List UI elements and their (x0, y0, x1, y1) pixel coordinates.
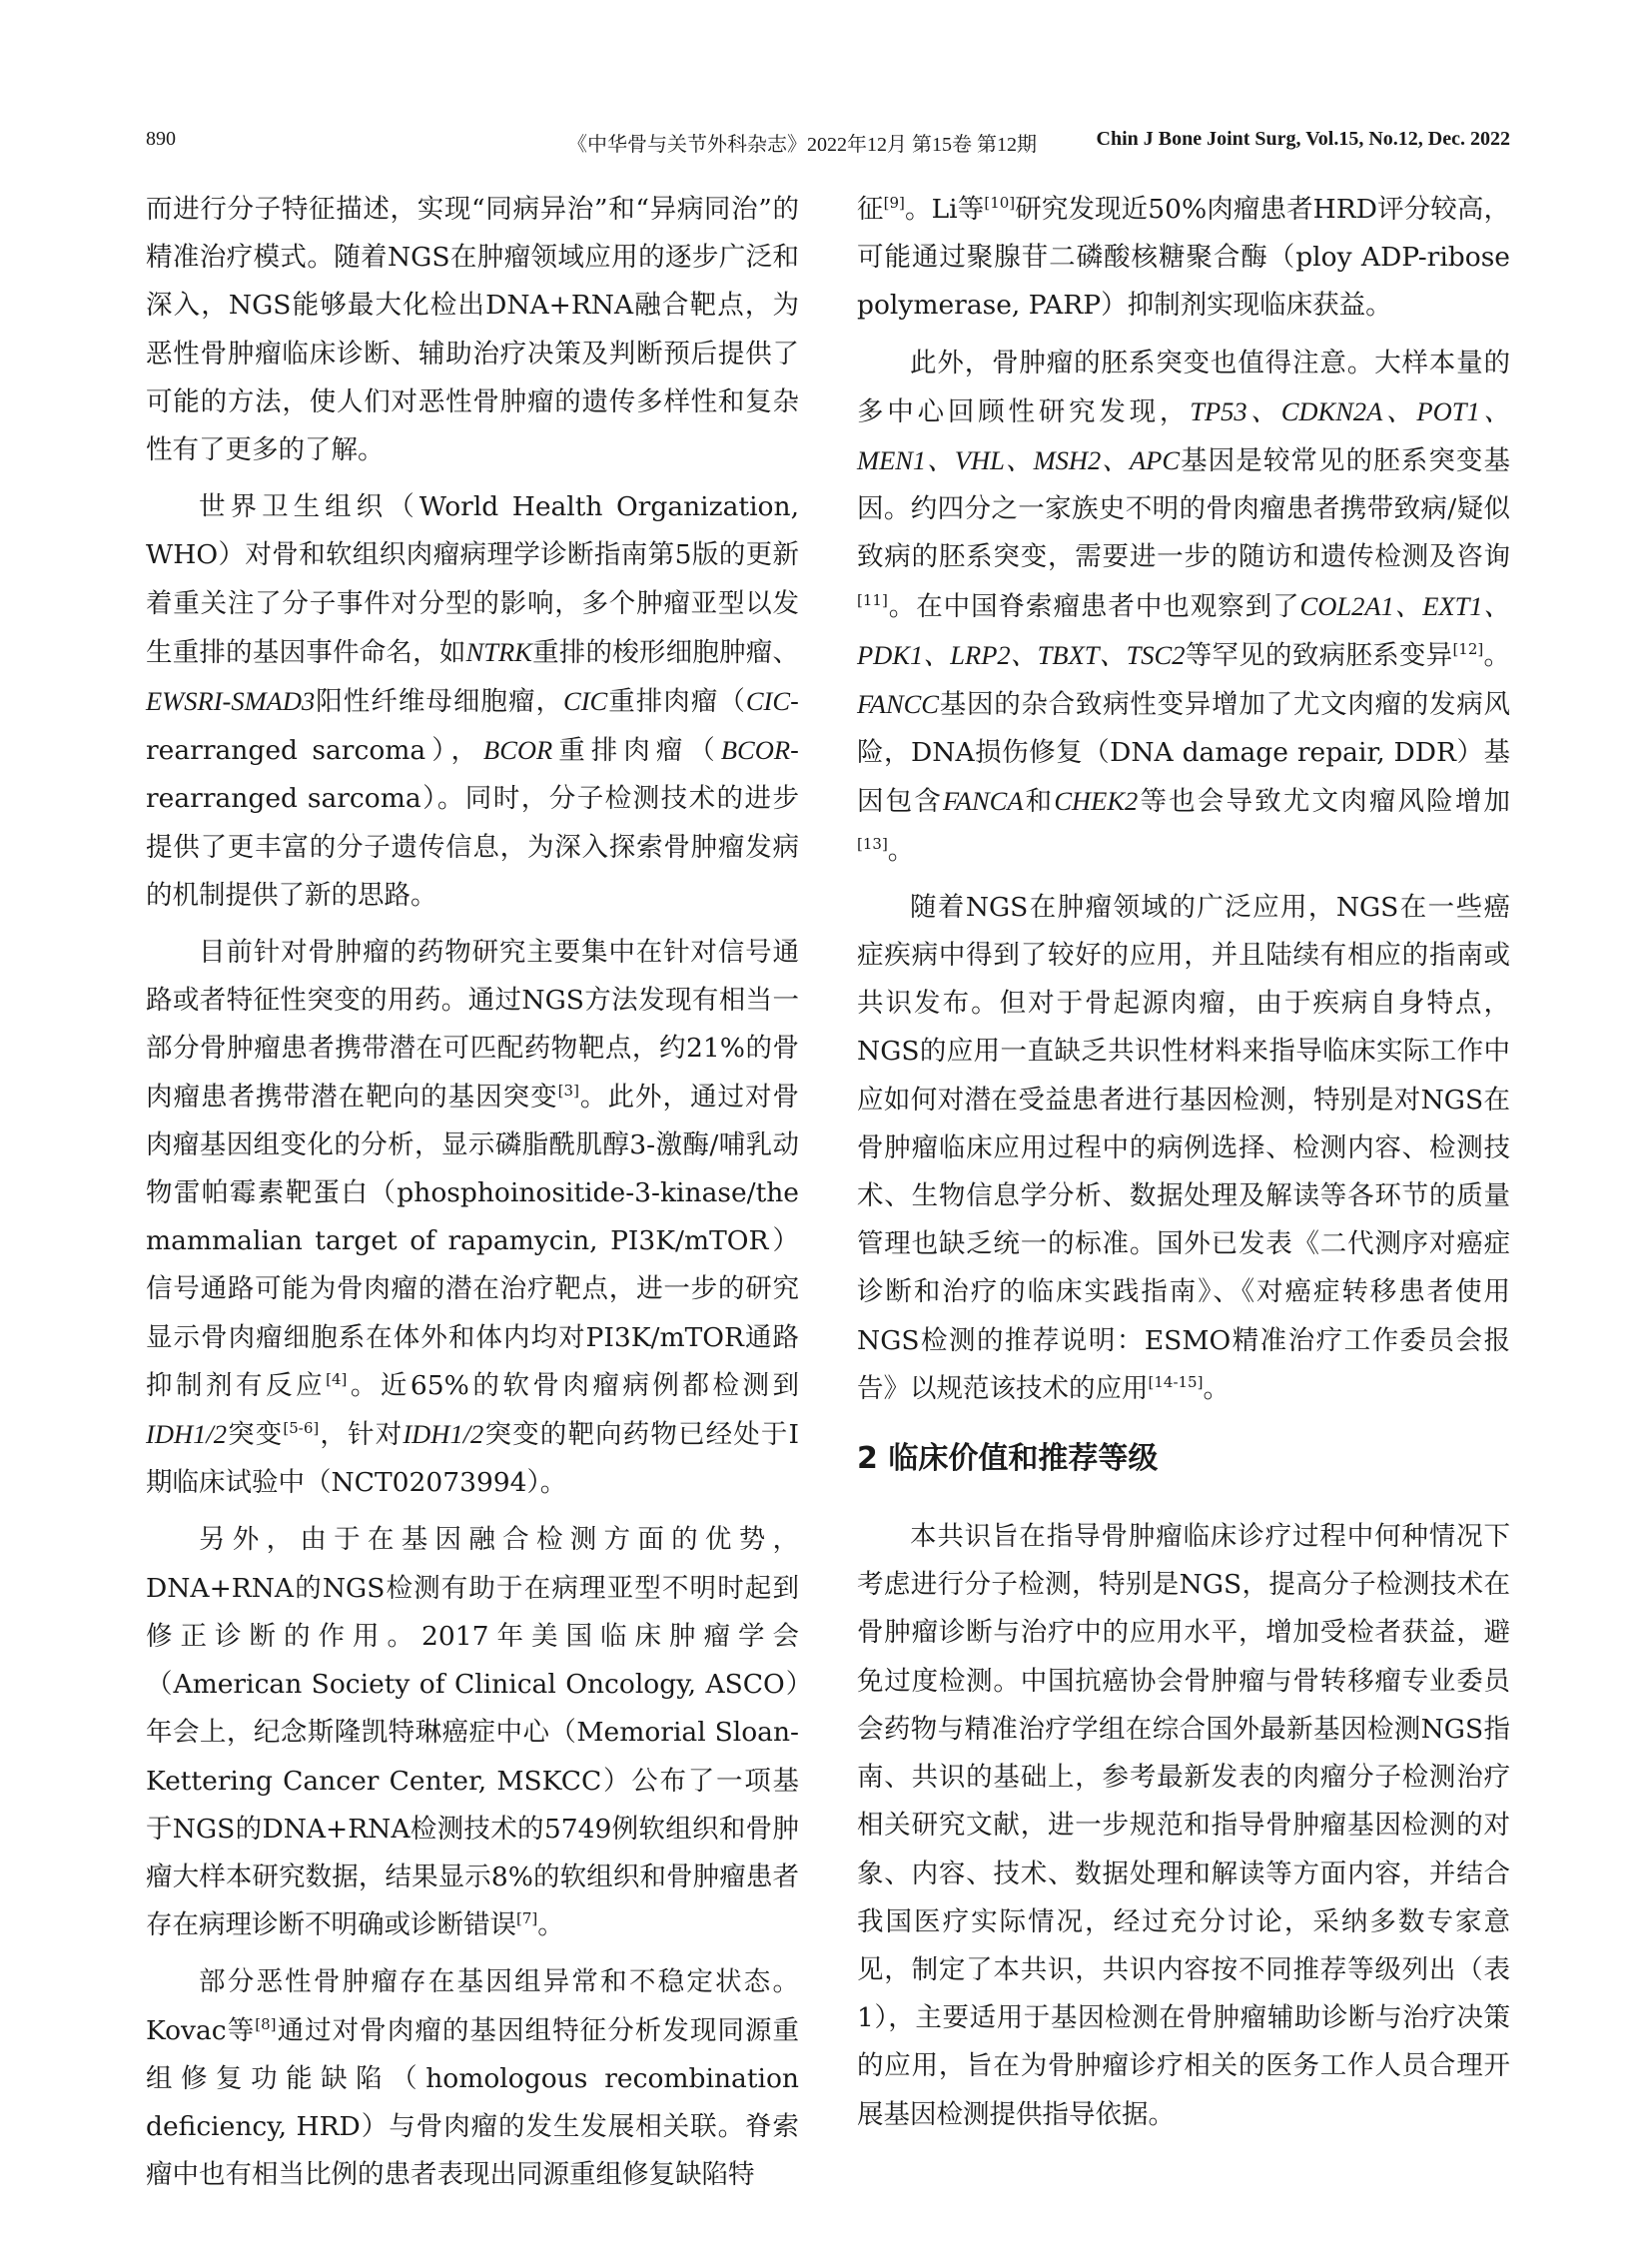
journal-title-cn: 《中华骨与关节外科杂志》2022年12月 第15卷 第12期 (567, 134, 1037, 156)
citation: [13] (857, 834, 888, 853)
paragraph-consensus-purpose: 本共识旨在指导骨肿瘤临床诊疗过程中何种情况下考虑进行分子检测，特别是NGS，提高分子检测技术在骨肿瘤诊断与治疗中的应用水平，增加受检者获益，避免过度检测。中国抗癌协会骨肿瘤与骨转移瘤专业委员会药物与精准治疗学组在综合国外最新基因检测NGS指南、共识的基础上，参考最新发表的肉瘤分子检测治疗相关研究文献，进一步规范和指导骨肿瘤基因检测的对象、内容、技术、数据处理和解读等方面内容，并结合我国医疗实际情况，经过充分讨论，采纳多数专家意见，制定了本共识，共识内容按不同推荐等级列出（表1），主要适用于基因检测在骨肿瘤辅助诊断与治疗决策的应用，旨在为骨肿瘤诊疗相关的医务工作人员合理开展基因检测提供指导依据。 (857, 1521, 1510, 2130)
paragraph-who-classification: 世界卫生组织（World Health Organization, WHO）对骨和软组织肉瘤病理学诊断指南第5版的更新着重关注了分子事件对分型的影响，多个肿瘤亚型以发生重排的基因事件命名，如NTRK重排的梭形细胞肿瘤、EWSRI-SMAD3阳性纤维母细胞瘤，CIC重排肉瘤（CIC-rearranged sarcoma），BCOR重排肉瘤（BCOR-rearranged sarcoma）。同时，分子检测技术的进步提供了更丰富的分子遗传信息，为深入探索骨肿瘤发病的机制提供了新的思路。 (146, 491, 800, 911)
paragraph-drug-research: 目前针对骨肿瘤的药物研究主要集中在针对信号通路或者特征性突变的用药。通过NGS方法发现有相当一部分骨肿瘤患者携带潜在可匹配药物靶点，约21%的骨肉瘤患者携带潜在靶向的基因突变[3]。此外，通过对骨肉瘤基因组变化的分析，显示磷脂酰肌醇3-激酶/哺乳动物雷帕霉素靶蛋白（phosphoinositide-3-kinase/the mammalian target of rapamycin, PI3K/mTOR）信号通路可能为骨肉瘤的潜在治疗靶点，进一步的研究显示骨肉瘤细胞系在体外和体内均对PI3K/mTOR通路抑制剂有反应[4]。近65%的软骨肉瘤病例都检测到IDH1/2突变[5-6]，针对IDH1/2突变的靶向药物已经处于Ⅰ期临床试验中（NCT02073994）。 (146, 937, 800, 1499)
paragraph-continued: 而进行分子特征描述，实现“同病异治”和“异病同治”的精准治疗模式。随着NGS在肿瘤领域应用的逐步广泛和深入，NGS能够最大化检出DNA+RNA融合靶点，为恶性骨肿瘤临床诊断、辅助治疗决策及判断预后提供了可能的方法，使人们对恶性骨肿瘤的遗传多样性和复杂性有了更多的了解。 (146, 194, 799, 466)
citation: [5-6] (283, 1419, 320, 1438)
citation: [12] (1452, 640, 1484, 658)
paragraph-genome-instability: 部分恶性骨肿瘤存在基因组异常和不稳定状态。Kovac等[8]通过对骨肉瘤的基因组特征分析发现同源重组修复功能缺陷（homologous recombination deficiency, HRD）与骨肉瘤的发生发展相关联。脊索瘤中也有相当比例的患者表现出同源重组修复缺陷特 (146, 1966, 800, 2191)
journal-title-en: Chin J Bone Joint Surg, Vol.15, No.12, Dec. 2022 (1096, 128, 1510, 150)
citation: [14-15] (1148, 1373, 1204, 1392)
paragraph-ngs-guidelines: 随着NGS在肿瘤领域的广泛应用，NGS在一些癌症疾病中得到了较好的应用，并且陆续有相应的指南或共识发布。但对于骨起源肉瘤，由于疾病自身特点，NGS的应用一直缺乏共识性材料来指导临床实际工作中应如何对潜在受益患者进行基因检测，特别是对NGS在骨肿瘤临床应用过程中的病例选择、检测内容、检测技术、生物信息学分析、数据处理及解读等各环节的质量管理也缺乏统一的标准。国外已发表《二代测序对癌症诊断和治疗的临床实践指南》、《对癌症转移患者使用NGS检测的推荐说明：ESMO精准治疗工作委员会报告》以规范该技术的应用[14-15]。 (857, 891, 1510, 1404)
citation: [4] (326, 1370, 348, 1389)
paragraph-fusion-detection: 另外，由于在基因融合检测方面的优势，DNA+RNA的NGS检测有助于在病理亚型不明时起到修正诊断的作用。2017年美国临床肿瘤学会（American Society of Clinical Oncology, ASCO）年会上，纪念斯隆凯特琳癌症中心（Memorial Sloan-Kettering Cancer Center, MSKCC）公布了一项基于NGS的DNA+RNA检测技术的5749例软组织和骨肿瘤大样本研究数据，结果显示8%的软组织和骨肿瘤患者存在病理诊断不明确或诊断错误[7]。 (146, 1524, 799, 1941)
section-heading: 2 临床价值和推荐等级 (857, 1441, 1159, 1477)
citation: [10] (984, 194, 1016, 213)
left-column (146, 186, 799, 2208)
citation: [8] (255, 2014, 277, 2033)
paragraph-germline-mutations: 此外，骨肿瘤的胚系突变也值得注意。大样本量的多中心回顾性研究发现，TP53、CDKN2A、POT1、MEN1、VHL、MSH2、APC基因是较常见的胚系突变基因。约四分之一家族史不明的骨肉瘤患者携带致病/疑似致病的胚系突变，需要进一步的随访和遗传检测及咨询[11]。在中国脊索瘤患者中也观察到了COL2A1、EXT1、PDK1、LRP2、TBXT、TSC2等罕见的致病胚系变异[12]。FANCC基因的杂合致病性变异增加了尤文肉瘤的发病风险，DNA损伤修复（DNA damage repair, DDR）基因包含FANCA和CHEK2等也会导致尤文肉瘤风险增加[13]。 (857, 347, 1511, 866)
running-header (146, 128, 1510, 164)
citation: [3] (557, 1081, 579, 1100)
paragraph-hrd-continued: 征[9]。Li等[10]研究发现近50%肉瘤患者HRD评分较高，可能通过聚腺苷二磷酸核糖聚合酶（ploy ADP-ribose polymerase, PARP）抑制剂实现临床获益。 (857, 194, 1510, 322)
page-number: 890 (146, 128, 176, 150)
citation: [7] (516, 1909, 538, 1928)
citation: [9] (883, 194, 905, 213)
right-column (857, 186, 1510, 2148)
citation: [11] (857, 590, 888, 609)
